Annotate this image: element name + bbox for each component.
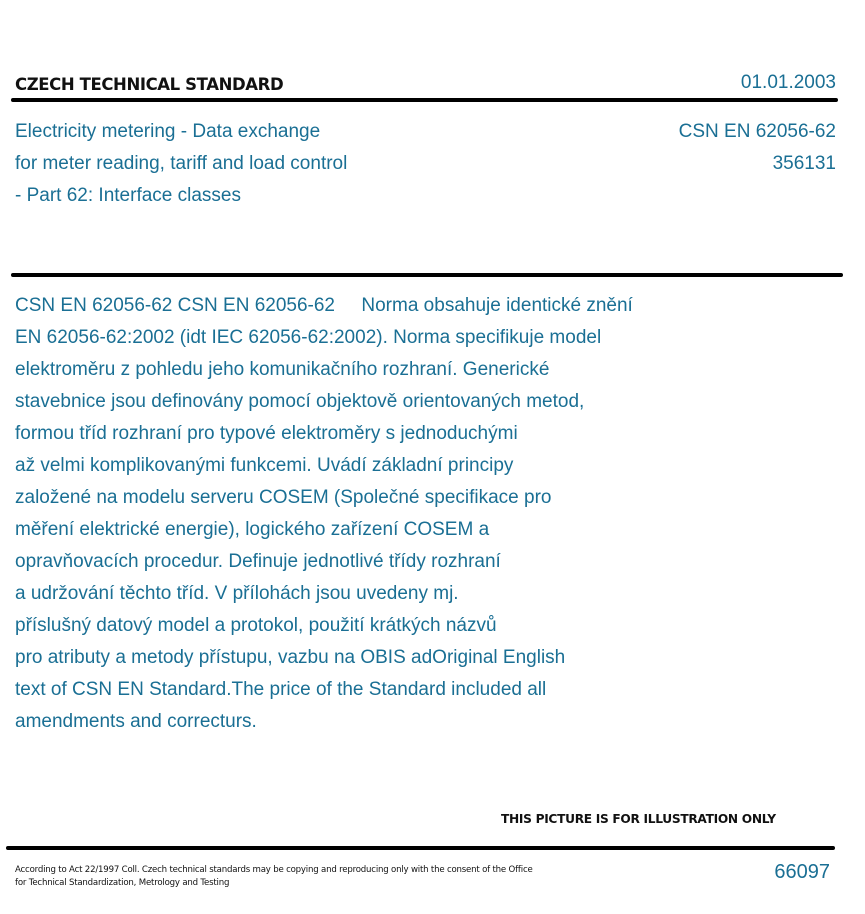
publication-date: 01.01.2003: [740, 72, 836, 93]
standard-title: [15, 116, 347, 212]
class-code: 356131: [772, 153, 836, 174]
abstract-text: [15, 290, 633, 738]
bottom-divider: [6, 846, 835, 850]
title-line: - Part 62: Interface classes: [15, 185, 241, 206]
legal-notice: [15, 864, 533, 890]
abstract-line: pro atributy a metody přístupu, vazbu na OBIS adOriginal English: [15, 647, 566, 668]
abstract-line: CSN EN 62056-62 CSN EN 62056-62 Norma obsahuje identické znění: [15, 295, 633, 316]
abstract-line: EN 62056-62:2002 (idt IEC 62056-62:2002). Norma specifikuje model: [15, 327, 602, 348]
document-type-label: CZECH TECHNICAL STANDARD: [15, 75, 284, 94]
abstract-line: a udržování těchto tříd. V přílohách jsou uvedeny mj.: [15, 583, 459, 604]
title-line: for meter reading, tariff and load control: [15, 153, 348, 174]
legal-line: for Technical Standardization, Metrology and Testing: [15, 878, 230, 888]
abstract-line: měření elektrické energie), logického zařízení COSEM a: [15, 519, 490, 540]
abstract-line: založené na modelu serveru COSEM (Společné specifikace pro: [15, 487, 552, 508]
illustration-disclaimer: THIS PICTURE IS FOR ILLUSTRATION ONLY: [501, 812, 776, 826]
abstract-line: až velmi komplikovanými funkcemi. Uvádí základní principy: [15, 455, 514, 476]
legal-line: According to Act 22/1997 Coll. Czech technical standards may be copying and reproducing only with the consent of the Office: [15, 865, 533, 875]
abstract-line: amendments and correcturs.: [15, 711, 257, 732]
abstract-line: opravňovacích procedur. Definuje jednotlivé třídy rozhraní: [15, 551, 501, 572]
abstract-line: text of CSN EN Standard.The price of the Standard included all: [15, 679, 547, 700]
title-line: Electricity metering - Data exchange: [15, 121, 321, 142]
document-number: 66097: [774, 861, 830, 883]
standard-codes: [679, 116, 836, 180]
abstract-line: stavebnice jsou definovány pomocí objektově orientovaných metod,: [15, 391, 585, 412]
top-divider: [11, 98, 838, 102]
abstract-line: formou tříd rozhraní pro typové elektroměry s jednoduchými: [15, 423, 518, 444]
standard-number: CSN EN 62056-62: [678, 121, 836, 142]
abstract-line: elektroměru z pohledu jeho komunikačního rozhraní. Generické: [15, 359, 550, 380]
middle-divider: [11, 273, 843, 277]
abstract-line: příslušný datový model a protokol, použití krátkých názvů: [15, 615, 497, 636]
